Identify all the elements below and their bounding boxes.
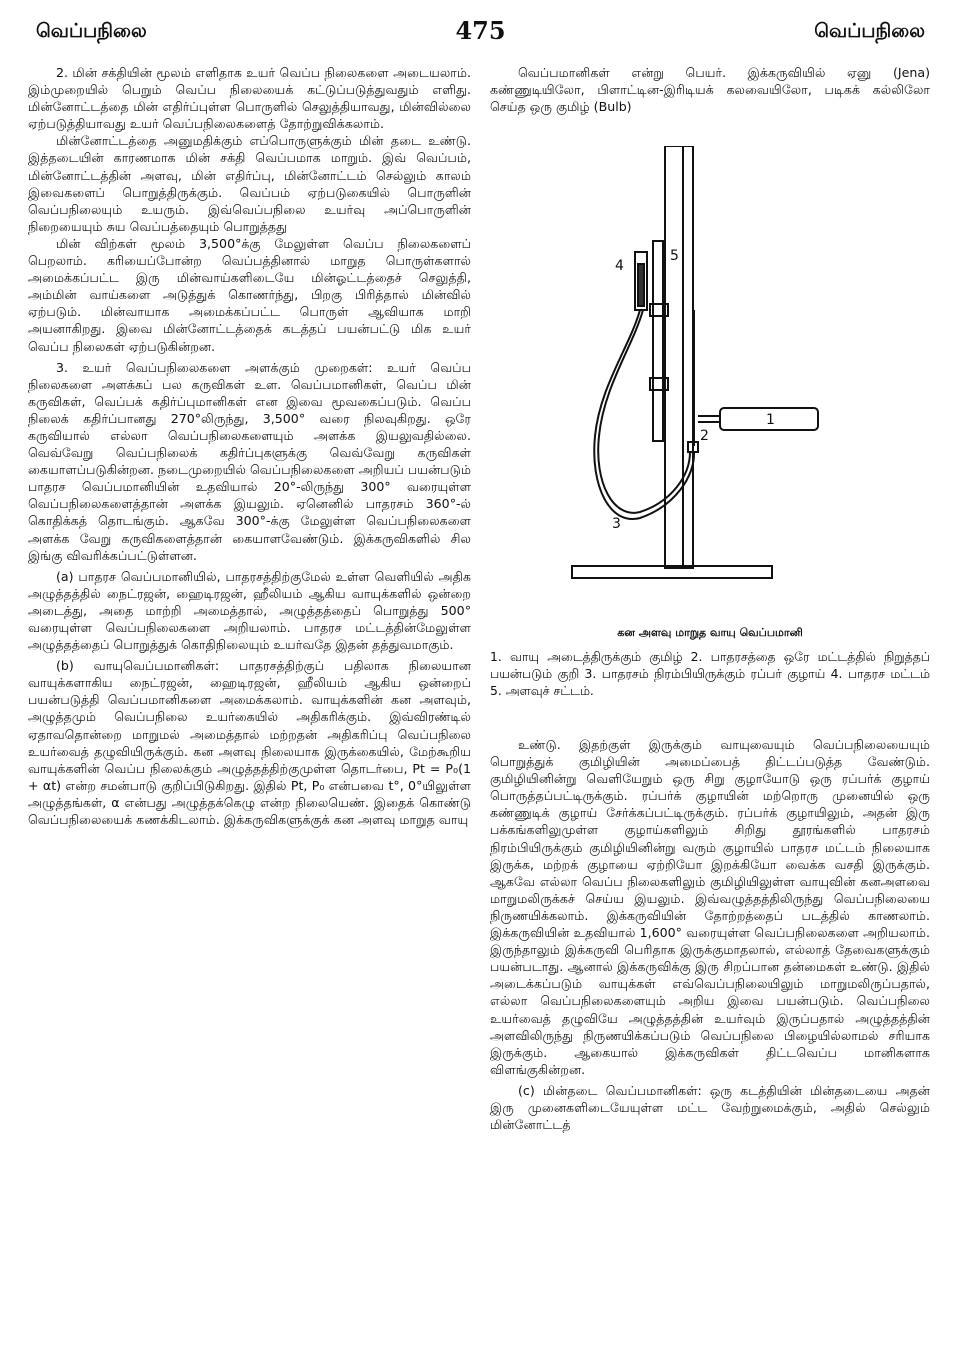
running-title-right: வெப்பநிலை <box>814 20 925 42</box>
left-column <box>28 64 471 828</box>
page-header <box>36 16 925 56</box>
paragraph: மின் விற்கள் மூலம் 3,500°க்கு மேலுள்ள வெப்ப நிலைகளைப் பெறலாம். கரியைப்போன்ற வெப்பத்தினால் மாறுத பொருள்களால் அமைக்கப்பட்ட இரு மின்வாய்களிடையே மின்ஓட்டத்தைச் செலுத்தி, அம்மின் வாய்களை அடுத்துக் கொணர்ந்து, பிறகு பிரித்தால் மின்வில் ஏற்படும். மின்வாயாக அமைக்கப்பட்ட பொருள் ஆவியாக மாறி அயனாகிறது. இவை மின்னோட்டத்தைக் கடத்தப் பயன்பட்டு மிக உயர் வெப்ப நிலைகள் ஏற்படுகின்றன. <box>28 235 471 354</box>
paragraph: 2. மின் சக்தியின் மூலம் எளிதாக உயர் வெப்ப நிலைகளை அடையலாம். இம்முறையில் பெறும் வெப்ப நிலையைக் கட்டுப்படுத்துவதும் எளிது. மின்னோட்டத்தை மின் எதிர்ப்புள்ள பொருளில் செலுத்தியாவது, மின்வில்லை ஏற்படுத்தியாவது உயர் வெப்பநிலைகளைத் தோற்றுவிக்கலாம். <box>28 65 471 132</box>
figure-label-3: 3 <box>612 516 621 532</box>
paragraph: மின்னோட்டத்தை அனுமதிக்கும் எப்பொருளுக்கும் மின் தடை உண்டு. இத்தடையின் காரணமாக மின் சக்தி வெப்பமாக மாறும். இவ் வெப்பம், மின்னோட்டத்தின் அளவு, மின் எதிர்ப்பு, மின்னோட்டம் செல்லும் காலம் இவைகளைப் பொறுத்திருக்கும். வெப்பம் ஏற்படுகையில் பொருளின் வெப்பநிலையும் உயரும். இவ்வெப்பநிலை உயர்வு அப்பொருளின் நிறையையும் சுய வெப்பத்தையும் பொறுத்தது <box>28 133 471 234</box>
gas-thermometer-illustration <box>490 146 930 616</box>
figure-label-1: 1 <box>766 412 775 428</box>
right-column-top <box>490 64 930 115</box>
figure-caption: கன அளவு மாறுத வாயு வெப்பமானி <box>617 626 803 639</box>
paragraph: (a) பாதரச வெப்பமானியில், பாதரசத்திற்குமேல் உள்ள வெளியில் அதிக அழுத்தத்தில் நைட்ரஜன், ஹைடிரஜன், ஹீலியம் ஆகிய வாயுக்களில் ஒன்றை அடைத்து, அதை மாற்றி அமைத்தால், அழுத்தத்தைப் பொறுத்து 500° வரையுள்ள வெப்பநிலைகளை அறியலாம். பாதரச மட்டத்தின்மேலுள்ள அழுத்தத்தைப் பொறுத்துக் கொதிநிலையும் உயர்வதே இதன் தத்துவமாகும். <box>28 568 471 653</box>
running-title-left: வெப்பநிலை <box>36 20 147 42</box>
figure-label-5: 5 <box>670 248 679 264</box>
figure-legend: 1. வாயு அடைத்திருக்கும் குமிழ் 2. பாதரசத்தை ஒரே மட்டத்தில் நிறுத்தப் பயன்படும் குறி 3. பாதரசம் நிரம்பியிருக்கும் ரப்பர் குழாய் 4. பாதரச மட்டம் 5. அளவுச் சட்டம். <box>490 649 930 698</box>
paragraph: வெப்பமானிகள் என்று பெயர். இக்கருவியில் ஏனு (Jena) கண்ணுடியிலோ, பிளாட்டின-இரிடியக் கலவையிலோ, படிகக் கல்லிலோ செய்த ஒரு குமிழ் (Bulb) <box>490 65 930 115</box>
paragraph: உண்டு. இதற்குள் இருக்கும் வாயுவையும் வெப்பநிலையையும் பொறுத்துக் குமிழியின் அமைப்பைத் திட்டப்படுத்த வேண்டும். குமிழியினின்று வெளியேறும் ஒரு சிறு குழாயோடு ஒரு ரப்பர்க் குழாய் பொருத்தப்பட்டிருக்கும். ரப்பர்க் குழாயின் மற்றொரு முனையில் ஒரு கண்ணுடிக் குழாய் சேர்க்கப்பட்டிருக்கும். ரப்பர்க் குழாயிலும், அதன் இரு பக்கங்களிலுமுள்ள குழாய்களிலும் சிறிது தூரங்களில் பாதரசம் நிரம்பியிருக்கும் குமிழியினின்று வரும் குழாயில் பாதரச மட்டம் நிலையாக இருக்க, மற்றக் குழாயை ஏற்றியோ இறக்கியோ வைக்க வசதி இருக்கும். ஆகவே எல்லா வெப்ப நிலைகளிலும் குமிழியிலுள்ள வாயுவின் கனஅளவை மாறுமலிருக்கச் செய்ய இயலும். இவ்வழுத்தத்திலிருந்து வெப்பநிலையை நிருணயிக்கலாம். இக்கருவியின் தோற்றத்தைப் படத்தில் காணலாம். இக்கருவியின் உதவியால் 1,600° வரையுள்ள வெப்பநிலைகளை அறியலாம். இருந்தாலும் இக்கருவி பெரிதாக இருக்குமாதலால், எல்லாத் தேவைகளுக்கும் பயன்படாது. ஆனால் இக்கருவிக்கு இரு சிறப்பான தன்மைகள் உண்டு. இதில் அடைக்கப்படும் வாயுக்கள் எவ்வெப்பநிலையிலும் மாறுமலிருப்பதால், எல்லா வெப்பநிலைகளையும் அறிய இவை பயன்படும். வெப்பநிலை உயர்வைத் தழுவியே அழுத்தத்தின் உயர்வும் இருப்பதால் அழுத்தத்தின் அளவிலிருந்து நிருணயிக்கப்படும் வெப்பநிலை பிழையில்லாமல் சரியாக இருக்கும். ஆகையால் இக்கருவிகள் திட்டவெப்ப மானிகளாக விளங்குகின்றன. <box>490 737 930 1077</box>
paragraph: (c) மின்தடை வெப்பமானிகள்: ஒரு கடத்தியின் மின்தடையை அதன் இரு முனைகளிடையேயுள்ள மட்ட வேற்றுமைக்கும், அதில் செல்லும் மின்னோட்டத் <box>490 1082 930 1133</box>
figure-label-2: 2 <box>700 428 709 444</box>
right-column-bottom <box>490 736 930 1133</box>
figure-label-4: 4 <box>615 258 624 274</box>
thermometer-figure <box>490 146 930 616</box>
paragraph: (b) வாயுவெப்பமானிகள்: பாதரசத்திற்குப் பதிலாக நிலையான வாயுக்களாகிய நைட்ரஜன், ஹைடிரஜன், ஹீலியம் ஆகிய ஒன்றைப் பயன்படுத்தி வெப்பமானிகளை அமைக்கலாம். வாயுக்களின் கன அளவும், அழுத்தமும் வெப்பநிலை உயர்கையில் அதிகரிக்கும். இவ்விரண்டில் ஏதாவதொன்றை மாறுமல் அமைத்தால் மற்றதன் அதிகரிப்பு வெப்பநிலை உயர்வைத் தழுவியிருக்கும். கன அளவு நிலையாக இருக்கையில், மேற்கூறிய வாயுக்களின் வெப்ப நிலைக்கும் அழுத்தத்திற்குமுள்ள தொடர்பை, Pt = P₀(1 + αt) என்ற சமன்பாடு குறிப்பிடுகிறது. இதில் Pt, P₀ என்பவை t°, 0°யிலுள்ள அழுத்தங்கள், α என்பது அழுத்தக்கெழு என்ற நிலையெண். இதைக் கொண்டு வெப்பநிலையைக் கணக்கிடலாம். இக்கருவிகளுக்குக் கன அளவு மாறுத வாயு <box>28 658 471 828</box>
page-number: 475 <box>455 16 506 45</box>
paragraph: 3. உயர் வெப்பநிலைகளை அளக்கும் முறைகள்: உயர் வெப்ப நிலைகளை அளக்கப் பல கருவிகள் உள. வெப்பமானிகள், வெப்ப மின் கருவிகள், வெப்பக் கதிர்ப்புமானிகள் என இவை மூவகைப்படும். வெப்ப நிலைக் கதிர்ப்பானது 270°லிருந்து, 3,500° வரை நிலவுகிறது. ஒரே கருவியால் எல்லா வெப்பநிலைகளையும் அளக்க இயலுவதில்லை. வெவ்வேறு வெப்பநிலைக் கதிர்ப்புகளுக்கு வெவ்வேறு கருவிகள் கையாளப்படுகின்றன. நடைமுறையில் வெப்பநிலைகளை அறியப் பயன்படும் பாதரச வெப்பமானியின் உதவியால் 20°-லிருந்து 300° வரையுள்ள வெப்பநிலைகளைத்தான் அளக்க இயலும். ஏனெனில் பாதரசம் 360°-ல் கொதிக்கத் தொடங்கும். ஆகவே 300°-க்கு மேலுள்ள வெப்பநிலைகளை அளக்க வேறு கருவிகளைத்தான் கையாளவேண்டும். இக்கருவிகளில் சில இங்கு விவரிக்கப்பட்டுள்ளன. <box>28 359 471 563</box>
